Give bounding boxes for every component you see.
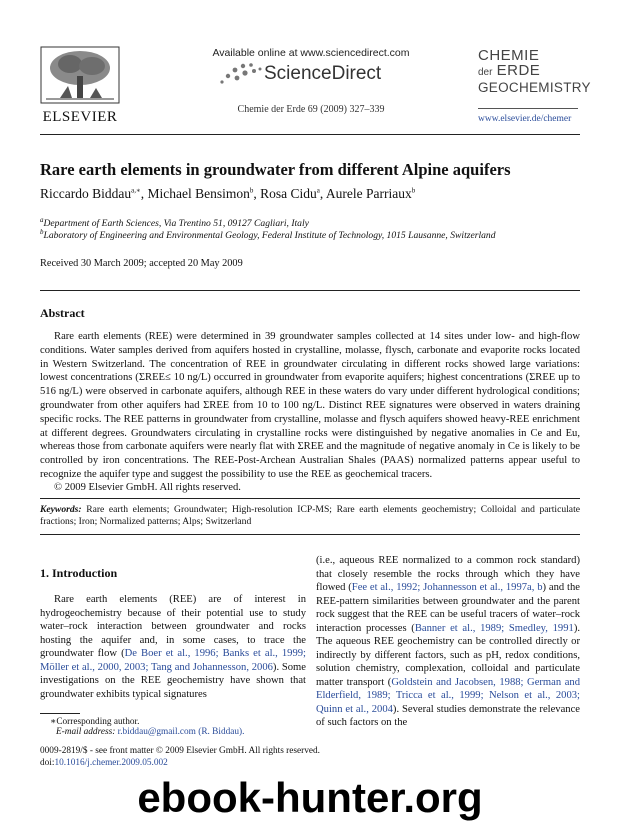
author: Riccardo Biddau$^{a,∗}$, xyxy=(40,186,148,201)
journal-logo-line3: GEOCHEMISTRY xyxy=(478,80,591,95)
author-list xyxy=(40,186,415,202)
author-name: Aurele Parriaux xyxy=(325,186,412,201)
sciencedirect-logo xyxy=(218,60,408,88)
author: Rosa Cidu$^a$, xyxy=(260,186,326,201)
keywords-text: Rare earth elements; Groundwater; High-resolution ICP-MS; Rare earth elements geochemistry; Colloidal and particulate fractions; Iron; Normalized patterns; Alps; Switzerland xyxy=(40,504,580,527)
keywords xyxy=(40,504,580,528)
section-heading: 1. Introduction xyxy=(40,566,118,580)
journal-url-link[interactable]: www.elsevier.de/chemer xyxy=(478,114,572,124)
elsevier-logo xyxy=(40,46,120,125)
intro-left-column xyxy=(40,593,306,701)
abstract-copyright: © 2009 Elsevier GmbH. All rights reserved. xyxy=(54,482,241,493)
footnote-rule xyxy=(40,713,80,714)
intro-paragraph: Rare earth elements (REE) are of interest in hydrogeochemistry because of their potential use to study water–rock interaction between groundwater and rocks hosting the aquifer and, in some cases, to trace the groundwater flow (De Boer et al., 1996; Banks et al., 1999; Möller et al., 2000, 2003; Tang and Johannesson, 2006). Some investigations on the REE geochemistry have shown that groundwater exhibits typical signatures xyxy=(40,594,307,700)
watermark: ebook-hunter.org xyxy=(137,774,483,821)
author-name: Riccardo Biddau xyxy=(40,186,132,201)
author-sup: b xyxy=(249,186,254,195)
header-rule xyxy=(40,134,580,135)
received-dates: Received 30 March 2009; accepted 20 May 2009 xyxy=(40,258,243,269)
intro-paragraph-cont: (i.e., aqueous REE normalized to a common rock standard) that closely resemble the rocks through which they have flowed (Fee et al., 1992; Johannesson et al., 1997a, b) and the REE-pattern similarities between groundwater and the parent rock suggest that the REE can be useful tracers of water–rock interaction processes (Banner et al., 1989; Smedley, 1991). The aqueous REE geochemistry can be controlled directly or indirectly by different factors, such as pH, redox conditions, solution chemistry, complexation, colloidal and particulate matter transport (Goldstein and Jacobsen, 1988; German and Elderfield, 1989; Tricca et al., 1999; Nelson et al., 2003; Quinn et al., 2004). Several studies demonstrate the relevance of such factors on the xyxy=(316,555,581,728)
intro-right-column xyxy=(316,554,580,730)
doi-line: doi:10.1016/j.chemer.2009.05.002 xyxy=(40,758,168,768)
journal-logo-erde: ERDE xyxy=(496,62,541,79)
sciencedirect-dots-icon xyxy=(218,60,264,86)
journal-logo-rule xyxy=(478,108,578,109)
citation-link[interactable]: Banner et al., 1989; Smedley, 1991 xyxy=(414,622,574,634)
citation-link[interactable]: Fee et al., 1992; Johannesson et al., 1997a, b xyxy=(351,582,543,593)
email-note: E-mail address: r.biddau@gmail.com (R. Biddau). xyxy=(56,727,245,737)
sciencedirect-wordmark: ScienceDirect xyxy=(264,63,382,84)
author-name: Rosa Cidu xyxy=(260,186,317,201)
author xyxy=(326,186,415,201)
issn-line: 0009-2819/$ - see front matter © 2009 Elsevier GmbH. All rights reserved. xyxy=(40,746,320,756)
corresponding-author-note: ∗Corresponding author. xyxy=(50,717,140,727)
abstract-text: Rare earth elements (REE) were determined in 39 groundwater samples collected at 14 sites under low- and high-flow conditions. Water samples derived from aquifers hosted in crystalline, molasse, flysch, carbonate and evaporite rocks located in Western Switzerland. The concentration of REE in groundwater circulating in different rocks showed large variations: lowest concentrations (ΣREE≤ 10 ng/L) occurred in groundwater from evaporite aquifers; highest concentrations (ΣREE up to 516 ng/L) were observed in carbonate aquifers, although REE in these waters do vary under different hydrological conditions; groundwater from other aquifers had ΣREE from 10 to 100 ng/L. Distinct REE signatures were observed in waters draining specific rocks. The REE patterns in groundwater from crystalline, molasse and flysch aquifers showed heavy-REE enrichment at different degrees. Groundwaters circulating in crystalline rocks were distinguished by negative anomalies in Ce and Eu, whereas those from carbonate aquifers were nearly flat with ΣREE and the magnitude of negative anomaly in Ce is likely to be controlled by iron concentrations. The REE-Post-Archean Australian Shales (PAAS) normalized patterns appear useful to recognize the aquifer type and suggest the possibility to use the REE as geochemical tracers. xyxy=(40,331,580,480)
journal-logo xyxy=(478,47,591,95)
author-sup: a xyxy=(316,186,320,195)
journal-logo-der: der xyxy=(478,67,493,78)
keywords-bottom-rule xyxy=(40,534,580,535)
author-sup: b xyxy=(411,186,416,195)
journal-citation: Chemie der Erde 69 (2009) 327–339 xyxy=(237,104,385,115)
doi-link[interactable]: 10.1016/j.chemer.2009.05.002 xyxy=(54,758,168,768)
affiliation: $^a$Department of Earth Sciences, Via Trentino 51, 09127 Cagliari, Italy xyxy=(40,215,309,229)
email-link[interactable]: r.biddau@gmail.com (R. Biddau). xyxy=(117,727,245,737)
author: Michael Bensimon$^b$, xyxy=(147,186,261,201)
abstract-top-rule xyxy=(40,290,580,291)
elsevier-tree-icon xyxy=(40,46,120,104)
keywords-label: Keywords: xyxy=(40,504,82,515)
available-online: Available online at www.sciencedirect.com xyxy=(212,47,410,59)
abstract-heading: Abstract xyxy=(40,306,85,320)
author-name: Michael Bensimon xyxy=(147,186,250,201)
journal-logo-line1: CHEMIE xyxy=(478,47,540,64)
affiliation: $^b$Laboratory of Engineering and Environmental Geology, Federal Institute of Technology, 1015 Lausanne, Switzerland xyxy=(40,227,496,241)
article-title: Rare earth elements in groundwater from different Alpine aquifers xyxy=(40,160,511,179)
citation-link[interactable]: De Boer et al., 1996; Banks et al., 1999; Möller et al., 2000, 2003; Tang and Johannesson, 2006 xyxy=(40,648,307,673)
author-sup: a,∗ xyxy=(131,186,141,195)
publisher-name: ELSEVIER xyxy=(42,109,118,125)
citation-link[interactable]: Goldstein and Jacobsen, 1988; German and Elderfield, 1989; Tricca et al., 1999; Nelson et al., 2003; Quinn et al., 2004 xyxy=(316,676,581,715)
keywords-top-rule xyxy=(40,498,580,499)
